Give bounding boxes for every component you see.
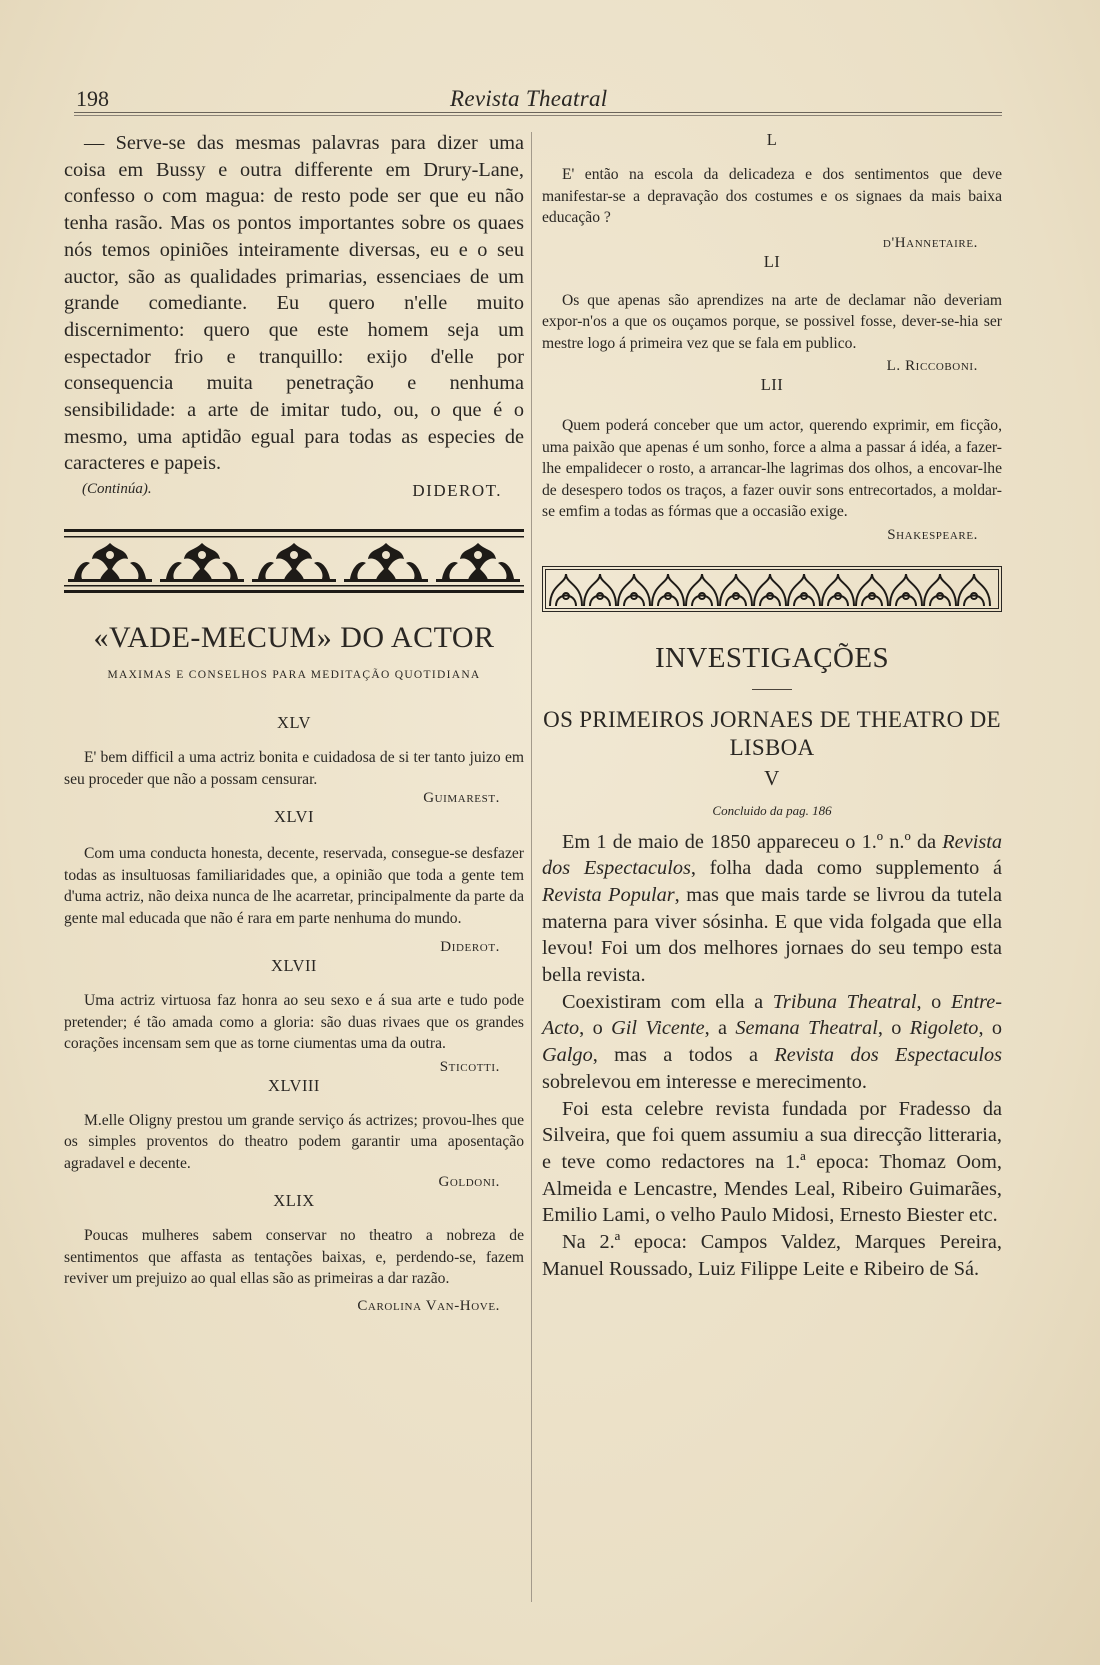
text-run: , folha dada como supplemento á	[690, 857, 1002, 880]
italic-title: Entre-Acto	[542, 990, 1002, 1040]
intro-paragraph: — Serve-se das mesmas palavras para dizer uma coisa em Bussy e outra differente em Drury-Lane, confesso o com magua: de resto pode ser que eu não tenha rasão. Mas os pontos importantes sobre os quaes nós temos opiniões inteiramente diversas, eu e o seu auctor, são as qualidades primarias, essenciaes de um grande comediante. Eu quero n'elle muito discernimento: quero que este homem seja um espectador frio e tranquillo: exijo d'elle por consequencia muita penetração e nenhuma sensibilidade: a arte de imitar tudo, ou, o que é o mesmo, uma aptidão egual para todas as especies de caracteres e papeis.	[64, 132, 524, 475]
maxim-numeral: XLVI	[274, 807, 314, 827]
maxim-text: Com uma conducta honesta, decente, reservada, consegue-se desfazer todas as insultuosas familiaridades que, a opinião que toda a gente tem d'uma actriz, não deixa nunca de lhe acarretar, principalmente da parte da gente mal educada que não é rara em parte nenhuma do mundo.	[64, 845, 524, 927]
diderot-signature: DIDEROT.	[412, 481, 502, 501]
maxim-author: d'Hannetaire.	[882, 234, 978, 251]
article-title: OS PRIMEIROS JORNAES DE THEATRO DE LISBOA	[543, 706, 1001, 760]
text-run: Em 1 de maio de 1850 appareceu o 1.º n.º da	[562, 830, 943, 853]
article-paragraph	[542, 989, 1002, 1096]
maxim-text: M.elle Oligny prestou um grande serviço ás actrizes; provou-lhes que os simples proventos do theatro podem garantir uma aposentação agradavel e decente.	[64, 1111, 524, 1172]
maxim-text: Uma actriz virtuosa faz honra ao seu sexo e á sua arte e tudo pode pretender; é tão amada como a gloria: são duas rivaes que os grandes corações incensam sem que as torne ciumentas uma da outra.	[64, 992, 524, 1053]
italic-title: Revista Popular	[542, 883, 675, 906]
column-divider	[531, 132, 532, 1602]
maxim-text: Quem poderá conceber que um actor, querendo exprimir, em ficção, uma paixão que apenas é um sonho, force a alma a passar á idéa, a fazer-lhe empalidecer o rosto, a arrancar-lhe lagrimas dos olhos, a encovar-lhe de desespero todos os traços, a fazer ouvir sons entrecortados, a moldar-se emfim a todas as fórmas que a occasião exige.	[542, 417, 1002, 520]
italic-title: Galgo	[542, 1044, 593, 1067]
text-run: , a	[704, 1017, 736, 1040]
maxim-numeral: XLVII	[271, 956, 317, 976]
left-column	[64, 130, 524, 1315]
right-column	[542, 130, 1002, 1282]
continuation-row	[64, 481, 524, 501]
ornamental-band	[542, 566, 1002, 612]
text-run: , mas a todos a	[592, 1044, 775, 1067]
maxim-numeral: XLVIII	[268, 1075, 320, 1095]
journal-title: Revista Theatral	[450, 86, 608, 111]
continua-note: (Continúa).	[82, 481, 152, 498]
maxim-text: Poucas mulheres sabem conservar no theatro a nobreza de sentimentos que affasta as tentações baixas, e, perdendo-se, fazem reviver um prejuizo ao qual ellas são as primeiras a dar razão.	[64, 1227, 524, 1288]
maxim-numeral: LII	[760, 375, 784, 394]
article-paragraph	[542, 1229, 1002, 1282]
vade-mecum-title: «VADE-MECUM» DO ACTOR	[93, 621, 495, 655]
running-head	[74, 86, 1002, 113]
maxim-author: Goldoni.	[438, 1174, 500, 1191]
maxim-author: Carolina Van-Hove.	[357, 1297, 500, 1314]
concluded-note: Concluido da pag. 186	[712, 802, 832, 818]
italic-title: Semana Theatral	[735, 1017, 878, 1040]
text-run: , o	[916, 990, 951, 1013]
article-paragraph	[542, 1096, 1002, 1230]
investigacoes-title: INVESTIGAÇÕES	[655, 641, 889, 674]
maxim-author: Guimarest.	[423, 790, 500, 807]
text-run: sobrelevou em interesse e merecimento.	[542, 1070, 867, 1093]
page-number: 198	[76, 86, 109, 111]
maxim-text: E' então na escola da delicadeza e dos sentimentos que deve manifestar-se a depravação dos costumes e os signaes da mais baixa educação ?	[542, 166, 1002, 226]
text-run: Coexistiram com ella a	[562, 990, 773, 1013]
maxim-text: Os que apenas são aprendizes na arte de declamar não deveriam expor-n'os a que os ouçamos porque, se possivel fosse, dever-se-hia ser mestre logo á primeira vez que se fala em publico.	[542, 291, 1002, 352]
maxim-author: Sticotti.	[439, 1058, 500, 1075]
vade-mecum-subtitle: MAXIMAS E CONSELHOS PARA MEDITAÇÃO QUOTIDIANA	[107, 669, 481, 682]
maxim-text: E' bem difficil a uma actriz bonita e cuidadosa de si ter tanto juizo em seu proceder que não a possam censurar.	[64, 749, 524, 788]
article-body	[542, 829, 1002, 1283]
maxim-numeral: L	[766, 130, 778, 149]
italic-title: Rigoleto	[909, 1017, 979, 1040]
article-numeral: V	[764, 765, 780, 790]
maxim-numeral: XLV	[277, 713, 311, 733]
maxim-author: Shakespeare.	[887, 526, 978, 543]
maxim-author: L. Riccoboni.	[886, 358, 978, 374]
italic-title: Revista dos Espectaculos	[774, 1044, 1002, 1067]
italic-title: Gil Vicente	[611, 1017, 705, 1040]
maxim-author: Diderot.	[440, 939, 500, 956]
text-run: Na 2.ª epoca: Campos Valdez, Marques Pereira, Manuel Roussado, Luiz Filippe Leite e Ribeiro de Sá.	[542, 1231, 1002, 1280]
italic-title: Revista dos Espectaculos	[542, 830, 1002, 880]
italic-title: Tribuna Theatral	[772, 990, 917, 1013]
text-run: , mas que mais tarde se livrou da tutela materna para viver sósinha. E que vida folgada que ella levou! Foi um dos melhores jornaes do seu tempo esta bella revista.	[542, 883, 1002, 987]
maxim-numeral: XLIX	[273, 1191, 315, 1211]
text-run: , o	[877, 1017, 910, 1040]
text-run: , o	[579, 1017, 612, 1040]
text-run: Foi esta celebre revista fundada por Fradesso da Silveira, que foi quem assumiu a sua direcção litteraria, e teve como redactores na 1.ª epoca: Thomaz Oom, Almeida e Lencastre, Mendes Leal, Ribeiro Guimarães, Emilio Lami, o velho Paulo Midosi, Ernesto Biester etc.	[542, 1097, 1002, 1227]
ornamental-border	[64, 529, 524, 593]
maxim-numeral: LI	[763, 251, 781, 271]
article-paragraph	[542, 829, 1002, 989]
text-run: , o	[978, 1017, 1003, 1040]
